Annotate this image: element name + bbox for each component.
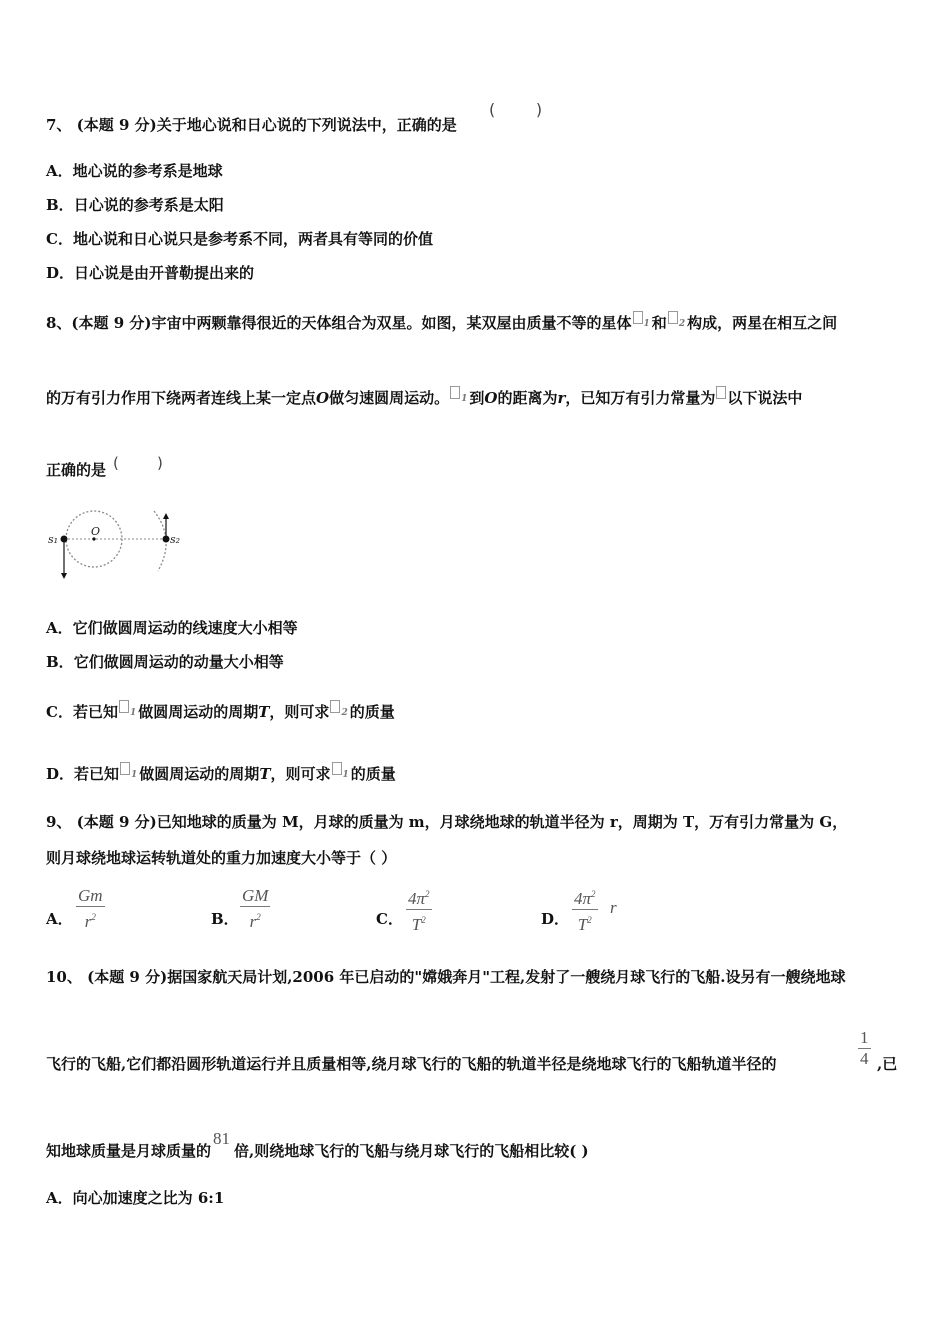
q7-prefix: 7、 (本题 9 分) xyxy=(46,116,157,134)
denominator xyxy=(240,907,270,932)
q8-option-c xyxy=(46,700,395,723)
q9-text: 则月球绕地球运转轨道处的重力加速度大小等于（ ） xyxy=(46,849,397,867)
mass-ratio: 81 xyxy=(213,1129,231,1148)
q9-option-b-formula xyxy=(240,886,270,932)
subscript: 1 xyxy=(129,708,137,718)
q8-line-3 xyxy=(46,460,106,480)
subscript: 2 xyxy=(341,708,348,718)
option-text: 若已知 xyxy=(74,765,120,783)
den-base: T xyxy=(577,915,588,934)
variable-t: T xyxy=(258,703,270,721)
option-text: ，则可求 xyxy=(269,703,330,721)
q8-text: 构成，两星在相互之间 xyxy=(687,314,838,332)
q10-line-2 xyxy=(46,1054,776,1074)
q8-text: 做匀速圆周运动。 xyxy=(329,389,450,407)
option-text: 做圆周运动的周期 xyxy=(139,765,260,783)
denominator xyxy=(76,907,105,932)
den-base: r xyxy=(84,912,92,931)
denominator xyxy=(406,910,432,935)
exponent: 2 xyxy=(425,889,430,899)
q8-text: 正确的是 xyxy=(46,461,107,479)
exponent: 2 xyxy=(421,915,426,925)
arrowhead-s1 xyxy=(61,573,67,579)
missing-glyph xyxy=(668,311,678,324)
num-base: 4π xyxy=(574,889,592,908)
q7-option-a xyxy=(46,161,223,181)
q10-text: 据国家航天局计划,2006 年已启动的"嫦娥奔月"工程,发射了一艘绕月球飞行的飞船.设另有一艘绕地球 xyxy=(167,968,846,986)
q7-option-d xyxy=(46,263,254,283)
label-o: O xyxy=(91,525,101,538)
binary-star-diagram xyxy=(44,505,194,585)
q7-answer-blank: ( ) xyxy=(489,100,543,119)
q8-line-2 xyxy=(46,386,802,409)
subscript: 1 xyxy=(643,319,650,329)
q9-option-a-label: A． xyxy=(46,910,73,928)
option-label: A． xyxy=(46,619,73,637)
q9-option-c-formula xyxy=(406,884,432,935)
subscript: 1 xyxy=(461,394,468,404)
q7-stem xyxy=(46,115,457,135)
q8-text: 宇宙中两颗靠得很近的天体组合为双星。如图，某双屋由质量不等的星体 xyxy=(151,314,632,332)
q7-option-b xyxy=(46,195,224,215)
option-text: 地心说的参考系是地球 xyxy=(72,162,223,180)
missing-glyph xyxy=(716,386,726,399)
option-label: A． xyxy=(46,162,73,180)
q9-option-c-label: C． xyxy=(376,910,403,928)
missing-glyph xyxy=(450,386,460,399)
q9-prefix: 9、 (本题 9 分) xyxy=(46,813,157,831)
numerator: 1 xyxy=(860,1028,869,1047)
num-base: 4π xyxy=(408,889,426,908)
q8-text: ，已知万有引力常量为 xyxy=(565,389,716,407)
q10-line-1 xyxy=(46,967,845,987)
q10-line-2-tail xyxy=(877,1054,897,1074)
q8-text: 和 xyxy=(651,314,667,332)
option-label: C． xyxy=(46,230,73,248)
point-o: O xyxy=(484,389,498,407)
option-label: A． xyxy=(46,1189,73,1207)
exponent: 2 xyxy=(591,889,596,899)
option-text: 向心加速度之比为 6:1 xyxy=(72,1189,225,1207)
q9-text: 已知地球的质量为 M，月球的质量为 m，月球绕地球的轨道半径为 r，周期为 T，万有引力常量为 G， xyxy=(156,813,848,831)
option-label: B． xyxy=(46,653,74,671)
arrowhead-s2 xyxy=(163,513,169,519)
q10-text: 飞行的飞船,它们都沿圆形轨道运行并且质量相等,绕月球飞行的飞船的轨道半径是绕地球飞行的飞船轨道半径的 xyxy=(46,1055,777,1073)
label-s2: s₂ xyxy=(170,533,181,546)
q10-text: 知地球质量是月球质量的 xyxy=(46,1142,212,1160)
q8-text: 以下说法中 xyxy=(727,389,803,407)
q10-text: 倍,则绕地球飞行的飞船与绕月球飞行的飞船相比较( ) xyxy=(234,1142,589,1160)
label-s1: s₁ xyxy=(48,533,59,546)
q10-prefix: 10、 (本题 9 分) xyxy=(46,968,168,986)
q9-option-d-label: D． xyxy=(541,910,570,928)
den-base: T xyxy=(411,915,422,934)
point-o: O xyxy=(316,389,330,407)
den-base: r xyxy=(249,912,257,931)
q9-option-d-formula xyxy=(572,884,598,935)
missing-glyph xyxy=(330,700,340,713)
option-text: 的质量 xyxy=(350,765,396,783)
q8-option-a xyxy=(46,618,298,638)
subscript: 2 xyxy=(678,319,686,329)
q8-answer-blank: ( ) xyxy=(113,454,163,472)
missing-glyph xyxy=(332,762,342,775)
missing-glyph xyxy=(119,700,129,713)
option-text: 它们做圆周运动的线速度大小相等 xyxy=(72,619,298,637)
numerator xyxy=(572,884,598,909)
option-text: ，则可求 xyxy=(270,765,331,783)
q7-text: 关于地心说和日心说的下列说法中，正确的是 xyxy=(156,116,457,134)
q8-text: 的万有引力作用下绕两者连线上某一定点 xyxy=(46,389,317,407)
exponent: 2 xyxy=(587,915,592,925)
q9-option-a-formula xyxy=(76,886,105,932)
missing-glyph xyxy=(633,311,643,324)
denominator: 4 xyxy=(860,1049,869,1068)
option-text: 日心说的参考系是太阳 xyxy=(73,196,224,214)
denominator xyxy=(572,910,598,935)
option-label: B． xyxy=(46,196,74,214)
q9-line-1 xyxy=(46,812,847,832)
q9-option-b-label: B． xyxy=(211,910,239,928)
numerator: Gm xyxy=(78,886,103,905)
exponent: 2 xyxy=(91,912,96,922)
q8-text: 的距离为 xyxy=(497,389,558,407)
option-text: 日心说是由开普勒提出来的 xyxy=(74,264,255,282)
q9-line-2 xyxy=(46,848,396,868)
option-text: 它们做圆周运动的动量大小相等 xyxy=(73,653,284,671)
subscript: 1 xyxy=(342,770,349,780)
q8-option-d xyxy=(46,762,396,785)
option-text: 若已知 xyxy=(72,703,118,721)
variable-t: T xyxy=(259,765,271,783)
q10-text: ,已 xyxy=(877,1055,898,1073)
numerator xyxy=(406,884,432,909)
q10-option-a xyxy=(46,1188,224,1208)
option-label: D． xyxy=(46,264,75,282)
numerator: GM xyxy=(242,886,269,905)
subscript: 1 xyxy=(131,770,138,780)
q8-line-1 xyxy=(46,311,837,334)
q10-fraction-one-quarter xyxy=(858,1028,871,1069)
q8-text: 到 xyxy=(469,389,485,407)
q7-option-c xyxy=(46,229,433,249)
missing-glyph xyxy=(120,762,130,775)
option-text: 做圆周运动的周期 xyxy=(138,703,259,721)
q8-option-b xyxy=(46,652,284,672)
option-label: D． xyxy=(46,765,75,783)
exponent: 2 xyxy=(256,912,261,922)
q9-option-d-tail: r xyxy=(610,898,617,917)
option-text: 地心说和日心说只是参考系不同，两者具有等同的价值 xyxy=(72,230,433,248)
option-text: 的质量 xyxy=(349,703,395,721)
q8-prefix: 8、(本题 9 分) xyxy=(46,314,152,332)
variable-r: r xyxy=(557,389,566,407)
q10-line-3 xyxy=(46,1129,589,1161)
option-label: C． xyxy=(46,703,73,721)
